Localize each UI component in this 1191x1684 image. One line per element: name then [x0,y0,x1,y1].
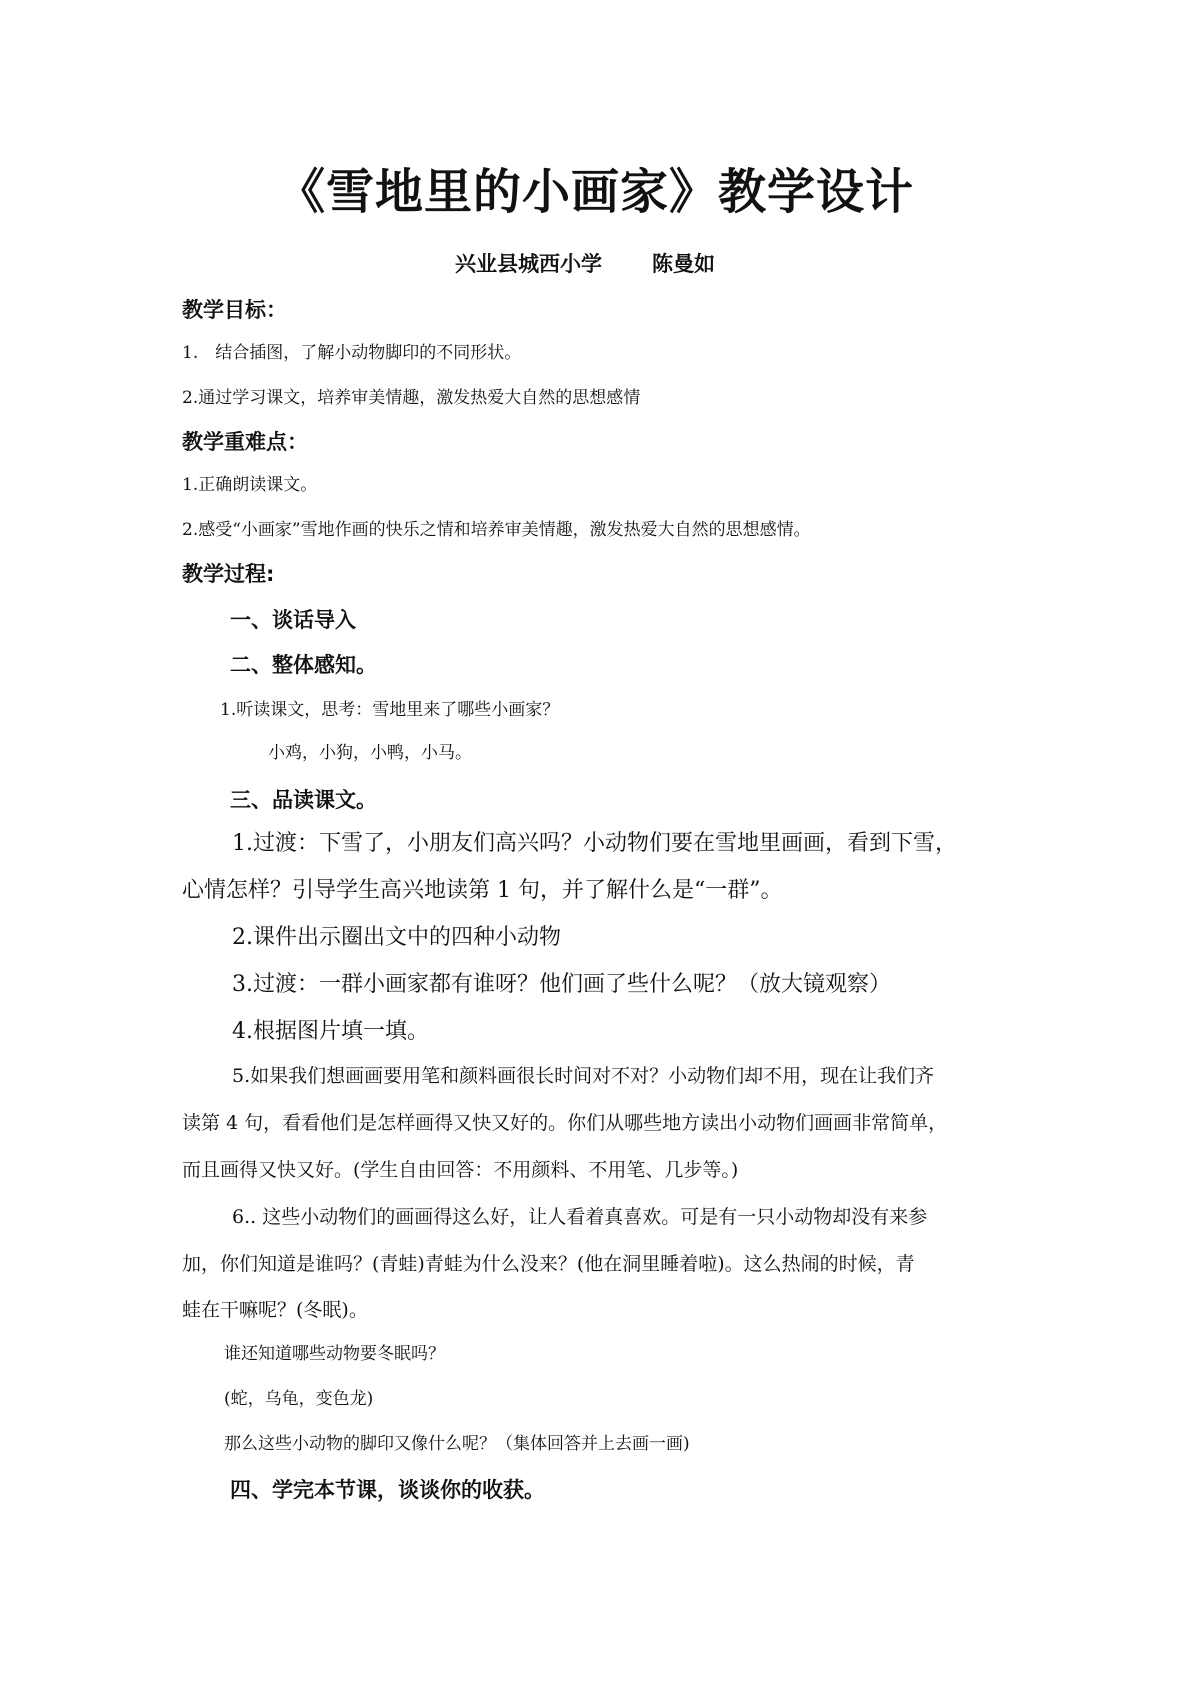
footprint-question: 那么这些小动物的脚印又像什么呢？（集体回答并上去画一画) [224,1434,690,1454]
document-title: 《雪地里的小画家》教学设计 [276,164,914,220]
paragraph-3: 3.过渡：一群小画家都有谁呀？他们画了些什么呢？（放大镜观察） [232,972,891,997]
hibernation-question: 谁还知道哪些动物要冬眠吗？ [224,1344,445,1364]
listening-answer: 小鸡，小狗，小鸭，小马。 [268,743,472,763]
key-point-item-2: 2.感受“小画家”雪地作画的快乐之情和培养审美情趣，激发热爱大自然的思想感情。 [182,520,811,540]
paragraph-5-line-3: 而且画得又快又好。(学生自由回答：不用颜料、不用笔、几步等。) [182,1159,739,1181]
school-name: 兴业县城西小学 [455,252,602,276]
paragraph-1-line-1: 1.过渡：下雪了，小朋友们高兴吗？小动物们要在雪地里画画，看到下雪， [232,831,957,856]
hibernation-answer: (蛇，乌龟，变色龙) [224,1389,374,1409]
author-name: 陈曼如 [652,252,715,276]
section-heading-4: 四、学完本节课，谈谈你的收获。 [230,1478,545,1502]
paragraph-2: 2.课件出示圈出文中的四种小动物 [232,925,561,950]
paragraph-6-line-3: 蛙在干嘛呢？(冬眠)。 [182,1299,368,1321]
objective-item-1: 1. 结合插图，了解小动物脚印的不同形状。 [182,343,522,363]
paragraph-1-line-2: 心情怎样？引导学生高兴地读第 1 句，并了解什么是“一群”。 [182,878,783,903]
byline [455,254,715,275]
section-heading-2: 二、整体感知。 [230,653,377,677]
section-heading-3: 三、品读课文。 [230,788,377,812]
paragraph-4: 4.根据图片填一填。 [232,1019,429,1044]
objective-item-2: 2.通过学习课文，培养审美情趣，激发热爱大自然的思想感情 [182,388,641,408]
paragraph-6-line-1: 6.. 这些小动物们的画画得这么好，让人看着真喜欢。可是有一只小动物却没有来参 [232,1206,928,1228]
paragraph-6-line-2: 加，你们知道是谁吗？(青蛙)青蛙为什么没来？(他在洞里睡着啦)。这么热闹的时候，青 [182,1253,915,1275]
key-points-heading: 教学重难点： [182,430,308,454]
listening-question: 1.听读课文，思考：雪地里来了哪些小画家？ [220,700,560,720]
process-heading: 教学过程: [182,562,275,586]
paragraph-5-line-1: 5.如果我们想画画要用笔和颜料画很长时间对不对？小动物们却不用，现在让我们齐 [232,1065,935,1087]
objectives-heading: 教学目标： [182,298,287,322]
key-point-item-1: 1.正确朗读课文。 [182,475,318,495]
section-heading-1: 一、谈话导入 [230,608,356,632]
paragraph-5-line-2: 读第 4 句，看看他们是怎样画得又快又好的。你们从哪些地方读出小动物们画画非常简单， [182,1112,948,1134]
